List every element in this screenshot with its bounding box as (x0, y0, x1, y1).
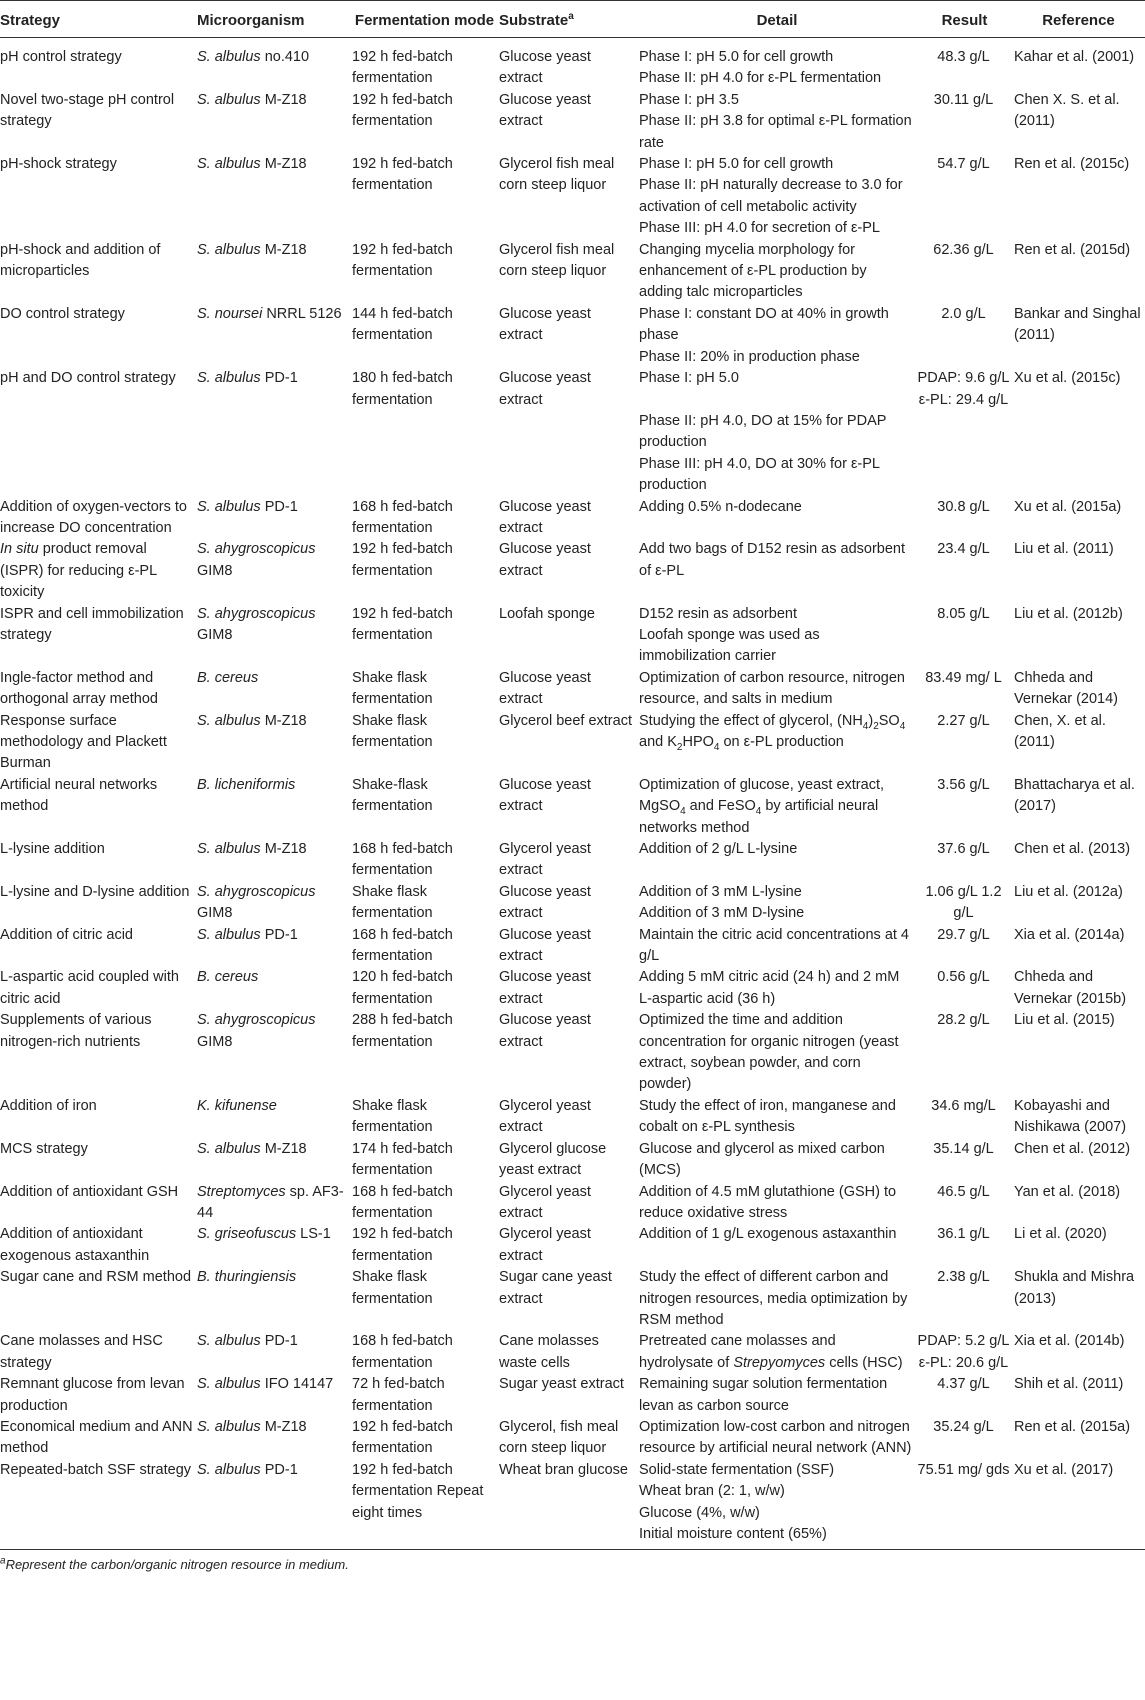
cell-fermentation-mode: 192 h fed-batch fermentation (352, 156, 453, 194)
cell-fermentation-mode: 168 h fed-batch fermentation (352, 1183, 453, 1221)
cell-microorganism: S. griseofuscus LS-1 (197, 1226, 331, 1243)
cell-fermentation-mode: 192 h fed-batch fermentation (352, 605, 453, 643)
cell-reference: Bhattacharya et al. (2017) (1014, 776, 1135, 815)
table-row (0, 1182, 1145, 1225)
table-row (0, 1374, 1145, 1417)
cell-detail: Changing mycelia morphology for enhancement of ε-PL production by adding talc microparticles (639, 241, 867, 301)
cell-microorganism: S. albulus PD-1 (197, 370, 298, 387)
cell-result: 48.3 g/L (937, 49, 990, 65)
table-row (0, 668, 1145, 711)
cell-strategy: ISPR and cell immobilization strategy (0, 605, 184, 643)
table-row (0, 604, 1145, 668)
cell-strategy: L-lysine and D-lysine addition (0, 883, 190, 900)
cell-strategy: pH-shock and addition of microparticles (0, 241, 161, 280)
cell-fermentation-mode: Shake flask fermentation (352, 883, 433, 922)
cell-fermentation-mode: 192 h fed-batch fermentation (352, 91, 453, 130)
table-row (0, 1010, 1145, 1096)
cell-detail: Optimized the time and addition concentration for organic nitrogen (yeast extract, soybean powder, and corn powder) (639, 1012, 899, 1093)
cell-fermentation-mode: Shake flask fermentation (352, 1097, 433, 1136)
cell-fermentation-mode: 144 h fed-batch fermentation (352, 305, 453, 344)
cell-reference: Chen et al. (2012) (1014, 1140, 1131, 1157)
table-row (0, 1331, 1145, 1374)
table-row (0, 304, 1145, 368)
cell-result: 62.36 g/L (933, 241, 994, 258)
table-header (0, 1, 1145, 38)
cell-fermentation-mode: 120 h fed-batch fermentation (352, 969, 453, 1007)
cell-strategy: Addition of citric acid (0, 926, 133, 943)
cell-strategy: Supplements of various nitrogen-rich nutrients (0, 1012, 152, 1050)
cell-microorganism: S. albulus PD-1 (197, 1333, 298, 1350)
cell-substrate: Glycerol fish meal corn steep liquor (499, 156, 615, 194)
cell-microorganism: S. ahygroscopicus GIM8 (197, 883, 316, 922)
cell-substrate: Sugar cane yeast extract (499, 1269, 612, 1307)
cell-substrate: Wheat bran glucose (499, 1460, 639, 1550)
cell-strategy: Repeated-batch SSF strategy (0, 1460, 197, 1550)
cell-detail: Phase I: constant DO at 40% in growth phase Phase II: 20% in production phase (639, 305, 889, 365)
cell-result: 35.14 g/L (933, 1140, 994, 1157)
header-result: Result (917, 1, 1014, 38)
cell-strategy: Novel two-stage pH control strategy (0, 91, 175, 130)
cell-microorganism: B. cereus (197, 669, 259, 686)
cell-strategy: MCS strategy (0, 1140, 88, 1157)
cell-substrate: Glycerol yeast extract (499, 1183, 591, 1221)
table-row (0, 38, 1145, 90)
table-row (0, 775, 1145, 839)
cell-result: 36.1 g/L (937, 1226, 990, 1243)
cell-fermentation-mode: Shake flask fermentation (352, 669, 433, 708)
cell-reference: Xu et al. (2015c) (1014, 370, 1121, 387)
cell-strategy: Addition of oxygen-vectors to increase DO concentration (0, 498, 187, 536)
cell-result: 30.8 g/L (937, 498, 990, 515)
cell-reference: Xu et al. (2015a) (1014, 498, 1122, 515)
cell-reference: Chen et al. (2013) (1014, 841, 1131, 858)
cell-reference: Chen, X. et al. (2011) (1014, 712, 1106, 750)
cell-strategy: Remnant glucose from levan production (0, 1376, 185, 1414)
cell-result: 30.11 g/L (933, 91, 994, 108)
cell-detail: Adding 5 mM citric acid (24 h) and 2 mM L-aspartic acid (36 h) (639, 969, 900, 1007)
cell-microorganism: S. albulus M-Z18 (197, 712, 307, 729)
cell-substrate: Glycerol yeast extract (499, 1097, 591, 1136)
cell-fermentation-mode: 168 h fed-batch fermentation (352, 1333, 453, 1371)
table-row (0, 1139, 1145, 1182)
cell-reference: Ren et al. (2015a) (1014, 1418, 1131, 1435)
cell-result: PDAP: 5.2 g/L ε-PL: 20.6 g/L (917, 1333, 1010, 1371)
cell-microorganism: S. albulus PD-1 (197, 1460, 352, 1550)
cell-substrate: Glucose yeast extract (499, 498, 591, 536)
cell-result: 2.38 g/L (937, 1269, 990, 1286)
cell-reference: Bankar and Singhal (2011) (1014, 305, 1141, 344)
table-row (0, 368, 1145, 496)
cell-substrate: Glycerol yeast extract (499, 841, 591, 879)
cell-fermentation-mode: 174 h fed-batch fermentation (352, 1140, 453, 1179)
cell-detail: Addition of 2 g/L L-lysine (639, 841, 798, 858)
cell-substrate: Glucose yeast extract (499, 91, 591, 130)
cell-reference: Chheda and Vernekar (2015b) (1014, 969, 1127, 1007)
cell-substrate: Glucose yeast extract (499, 370, 591, 408)
header-fermentation-mode: Fermentation mode (352, 1, 499, 38)
cell-result: 2.27 g/L (937, 712, 990, 729)
table-row (0, 1096, 1145, 1139)
cell-microorganism: S. albulus M-Z18 (197, 91, 307, 108)
cell-fermentation-mode: 168 h fed-batch fermentation (352, 926, 453, 965)
cell-detail: Pretreated cane molasses and hydrolysate of Strepyomyces cells (HSC) (639, 1333, 903, 1371)
cell-strategy: L-lysine addition (0, 841, 105, 858)
cell-result: 34.6 mg/L (931, 1097, 996, 1114)
cell-result: 3.56 g/L (937, 776, 990, 793)
table-row (0, 1224, 1145, 1267)
cell-detail: Maintain the citric acid concentrations at 4 g/L (639, 926, 909, 965)
cell-fermentation-mode: 168 h fed-batch fermentation (352, 498, 453, 536)
cell-fermentation-mode: 192 h fed-batch fermentation Repeat eight times (352, 1460, 499, 1550)
table-row (0, 1267, 1145, 1331)
cell-reference: Liu et al. (2011) (1014, 541, 1114, 558)
cell-detail: Study the effect of different carbon and nitrogen resources, media optimization by RSM method (639, 1269, 908, 1328)
cell-result: 4.37 g/L (937, 1376, 990, 1393)
cell-detail: D152 resin as adsorbent Loofah sponge was used as immobilization carrier (639, 605, 820, 665)
cell-detail: Studying the effect of glycerol, $(NH_4)_2SO_4$ and $K_2HPO_4$ on ε-PL production (639, 712, 906, 753)
cell-microorganism: S. albulus PD-1 (197, 926, 298, 943)
cell-strategy: pH-shock strategy (0, 156, 117, 173)
cell-microorganism: B. licheniformis (197, 776, 296, 793)
table-row (0, 882, 1145, 925)
cell-detail: Phase I: pH 5.0 for cell growth Phase II: pH naturally decrease to 3.0 for activation of cell metabolic activity Phase III: pH 4.0 for secretion of ε-PL (639, 156, 903, 237)
cell-microorganism: Streptomyces sp. AF3-44 (197, 1183, 344, 1221)
cell-result: 83.49 mg/ L (925, 669, 1002, 686)
table-row (0, 925, 1145, 968)
cell-fermentation-mode: 168 h fed-batch fermentation (352, 841, 453, 879)
cell-substrate: Glucose yeast extract (499, 969, 591, 1007)
cell-fermentation-mode: 192 h fed-batch fermentation (352, 1418, 453, 1457)
cell-result: 8.05 g/L (937, 605, 990, 622)
cell-substrate: Glucose yeast extract (499, 669, 591, 708)
table-row (0, 539, 1145, 603)
cell-substrate: Glucose yeast extract (499, 1012, 591, 1050)
cell-reference: Chen X. S. et al. (2011) (1014, 91, 1120, 130)
cell-result: 2.0 g/L (941, 305, 986, 322)
cell-strategy: pH control strategy (0, 49, 122, 65)
cell-substrate: Glucose yeast extract (499, 305, 591, 344)
cell-substrate: Glucose yeast extract (499, 541, 591, 579)
cell-reference: Li et al. (2020) (1014, 1226, 1107, 1243)
cell-strategy: Response surface methodology and Plackett Burman (0, 712, 167, 772)
cell-microorganism: S. albulus no.410 (197, 49, 310, 65)
cell-microorganism: K. kifunense (197, 1097, 277, 1114)
cell-result: 28.2 g/L (937, 1012, 990, 1029)
cell-substrate: Sugar yeast extract (499, 1376, 624, 1393)
cell-reference: Liu et al. (2012a) (1014, 883, 1123, 900)
cell-reference: Chheda and Vernekar (2014) (1014, 669, 1118, 708)
cell-microorganism: S. ahygroscopicus GIM8 (197, 541, 316, 579)
table-body (0, 38, 1145, 1550)
cell-detail: Phase I: pH 5.0 for cell growth Phase II: pH 4.0 for ε-PL fermentation (639, 49, 882, 87)
header-detail: Detail (639, 1, 917, 38)
cell-fermentation-mode: Shake-flask fermentation (352, 776, 433, 815)
cell-strategy: Economical medium and ANN method (0, 1418, 193, 1457)
cell-detail: Optimization of glucose, yeast extract, MgSO$_4$ and FeSO$_4$ by artificial neural networks method (639, 776, 884, 836)
cell-result: 37.6 g/L (937, 841, 990, 858)
cell-detail: Phase I: pH 5.0 Phase II: pH 4.0, DO at 15% for PDAP production Phase III: pH 4.0, DO at 30% for ε-PL production (639, 370, 887, 494)
cell-strategy: Ingle-factor method and orthogonal array method (0, 669, 158, 708)
cell-substrate: Glycerol, fish meal corn steep liquor (499, 1418, 619, 1457)
cell-reference: Ren et al. (2015c) (1014, 156, 1130, 173)
cell-detail: Remaining sugar solution fermentation levan as carbon source (639, 1376, 888, 1414)
cell-result: 23.4 g/L (937, 541, 990, 558)
cell-microorganism: S. albulus M-Z18 (197, 156, 307, 173)
table-row (0, 497, 1145, 540)
cell-fermentation-mode: 192 h fed-batch fermentation (352, 541, 453, 579)
table-row (0, 839, 1145, 882)
table-row (0, 154, 1145, 240)
cell-substrate: Glucose yeast extract (499, 926, 591, 965)
cell-fermentation-mode: 72 h fed-batch fermentation (352, 1376, 445, 1414)
cell-result: PDAP: 9.6 g/L ε-PL: 29.4 g/L (917, 370, 1010, 408)
cell-detail: Glucose and glycerol as mixed carbon (MCS) (639, 1140, 885, 1179)
cell-detail: Study the effect of iron, manganese and cobalt on ε-PL synthesis (639, 1097, 896, 1136)
cell-reference: Xu et al. (2017) (1014, 1460, 1145, 1550)
cell-fermentation-mode: 192 h fed-batch fermentation (352, 241, 453, 280)
cell-fermentation-mode: Shake flask fermentation (352, 712, 433, 750)
cell-strategy: pH and DO control strategy (0, 370, 176, 387)
cell-detail: Solid-state fermentation (SSF) Wheat bran (2: 1, w/w) Glucose (4%, w/w) Initial moisture content (65%) (639, 1460, 917, 1550)
cell-detail: Add two bags of D152 resin as adsorbent of ε-PL (639, 541, 905, 579)
cell-result: 1.06 g/L 1.2 g/L (925, 883, 1002, 922)
cell-microorganism: S. albulus M-Z18 (197, 1418, 307, 1435)
cell-fermentation-mode: 192 h fed-batch fermentation (352, 1226, 453, 1264)
cell-microorganism: S. albulus M-Z18 (197, 241, 307, 258)
cell-reference: Shih et al. (2011) (1014, 1376, 1124, 1393)
cell-microorganism: S. albulus IFO 14147 (197, 1376, 334, 1393)
cell-result: 35.24 g/L (933, 1418, 994, 1435)
cell-substrate: Loofah sponge (499, 605, 595, 622)
cell-substrate: Glycerol fish meal corn steep liquor (499, 241, 615, 280)
cell-strategy: Addition of antioxidant GSH (0, 1183, 179, 1200)
cell-detail: Addition of 4.5 mM glutathione (GSH) to reduce oxidative stress (639, 1183, 897, 1221)
cell-fermentation-mode: 180 h fed-batch fermentation (352, 370, 453, 408)
cell-detail: Optimization of carbon resource, nitrogen resource, and salts in medium (639, 669, 905, 708)
table-row (0, 711, 1145, 775)
cell-reference: Xia et al. (2014b) (1014, 1333, 1125, 1350)
cell-microorganism: B. cereus (197, 969, 259, 986)
cell-strategy: Artificial neural networks method (0, 776, 158, 815)
cell-result: 0.56 g/L (937, 969, 990, 986)
cell-detail: Phase I: pH 3.5 Phase II: pH 3.8 for optimal ε-PL formation rate (639, 91, 912, 151)
cell-reference: Liu et al. (2015) (1014, 1012, 1115, 1029)
cell-result: 29.7 g/L (937, 926, 990, 943)
cell-result: 46.5 g/L (937, 1183, 990, 1200)
header-reference: Reference (1014, 1, 1145, 38)
cell-result: 54.7 g/L (937, 156, 990, 173)
cell-strategy: L-aspartic acid coupled with citric acid (0, 969, 179, 1007)
cell-strategy: Addition of iron (0, 1097, 97, 1114)
cell-substrate: Glucose yeast extract (499, 776, 591, 815)
cell-reference: Yan et al. (2018) (1014, 1183, 1121, 1200)
cell-microorganism: S. albulus M-Z18 (197, 1140, 307, 1157)
cell-detail: Adding 0.5% n-dodecane (639, 498, 802, 515)
cell-strategy: Sugar cane and RSM method (0, 1269, 192, 1286)
cell-fermentation-mode: 288 h fed-batch fermentation (352, 1012, 453, 1050)
cell-reference: Kobayashi and Nishikawa (2007) (1014, 1097, 1127, 1136)
cell-reference: Liu et al. (2012b) (1014, 605, 1123, 622)
cell-microorganism: S. ahygroscopicus GIM8 (197, 605, 316, 643)
cell-reference: Kahar et al. (2001) (1014, 49, 1135, 65)
cell-detail: Addition of 3 mM L-lysine Addition of 3 mM D-lysine (639, 883, 805, 922)
cell-strategy: DO control strategy (0, 305, 125, 322)
cell-microorganism: S. albulus PD-1 (197, 498, 298, 515)
cell-substrate: Glycerol beef extract (499, 712, 632, 729)
cell-reference: Xia et al. (2014a) (1014, 926, 1125, 943)
cell-detail: Addition of 1 g/L exogenous astaxanthin (639, 1226, 897, 1243)
cell-strategy: Cane molasses and HSC strategy (0, 1333, 163, 1371)
cell-substrate: Glucose yeast extract (499, 49, 591, 87)
cell-result: 75.51 mg/ gds (917, 1460, 1014, 1550)
table-row (0, 240, 1145, 304)
footnote: $^a$Represent the carbon/organic nitrogen resource in medium. (0, 1556, 349, 1573)
table-row (0, 90, 1145, 154)
table-row (0, 1460, 1145, 1550)
cell-substrate: Cane molasses waste cells (499, 1333, 599, 1371)
cell-substrate: Glycerol glucose yeast extract (499, 1140, 607, 1179)
cell-substrate: Glucose yeast extract (499, 883, 591, 922)
cell-microorganism: S. ahygroscopicus GIM8 (197, 1012, 316, 1050)
header-strategy: Strategy (0, 1, 197, 38)
table-row (0, 967, 1145, 1010)
cell-microorganism: B. thuringiensis (197, 1269, 297, 1286)
header-microorganism: Microorganism (197, 1, 352, 38)
cell-microorganism: S. noursei NRRL 5126 (197, 305, 342, 322)
cell-substrate: Glycerol yeast extract (499, 1226, 591, 1264)
cell-fermentation-mode: 192 h fed-batch fermentation (352, 49, 453, 87)
cell-detail: Optimization low-cost carbon and nitrogen resource by artificial neural network (ANN) (639, 1418, 912, 1457)
cell-microorganism: S. albulus M-Z18 (197, 841, 307, 858)
table-row (0, 1417, 1145, 1460)
header-substrate: Substrate$^a$ (499, 1, 639, 38)
cell-fermentation-mode: Shake flask fermentation (352, 1269, 433, 1307)
cell-strategy: Addition of antioxidant exogenous astaxanthin (0, 1226, 150, 1264)
cell-reference: Ren et al. (2015d) (1014, 241, 1131, 258)
cell-strategy: In situ product removal (ISPR) for reducing ε-PL toxicity (0, 541, 157, 601)
cell-reference: Shukla and Mishra (2013) (1014, 1269, 1135, 1307)
